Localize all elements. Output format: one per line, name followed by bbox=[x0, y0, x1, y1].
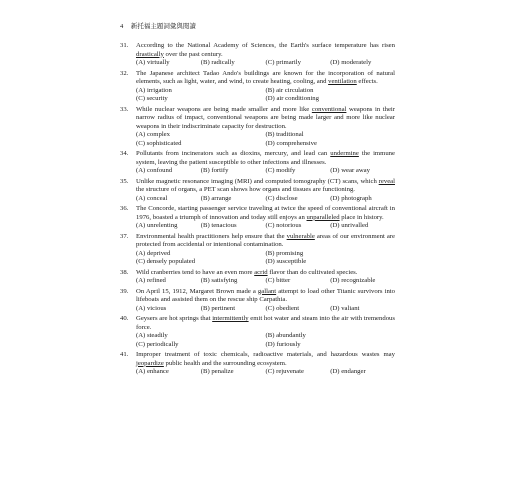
option-a: (A) conceal bbox=[136, 194, 168, 202]
question-stem: Geysers are hot springs that intermittently emit hot water and steam into the air with tremendous force. bbox=[136, 315, 395, 331]
option-b: (B) fortify bbox=[200, 167, 229, 174]
option-b: (B) air circulation bbox=[265, 86, 314, 94]
question-item bbox=[120, 269, 395, 286]
option-c: (C) rejuvenate bbox=[265, 368, 304, 375]
option-c: (C) sophisticated bbox=[136, 139, 182, 147]
option-a: (A) complex bbox=[136, 131, 170, 138]
target-word: intermittently bbox=[212, 315, 249, 322]
option-a: (A) vicious bbox=[136, 304, 167, 312]
answer-options bbox=[136, 332, 395, 349]
question-stem: Pollutants from incinerators such as dioxins, mercury, and lead can undermine the immune system, leaving the patient susceptible to other infections and illnesses. bbox=[136, 150, 395, 166]
option-c: (C) primarily bbox=[265, 59, 301, 66]
option-a: (A) unrelenting bbox=[136, 222, 178, 229]
option-d: (D) recognizable bbox=[330, 277, 376, 284]
question-number: 32. bbox=[120, 69, 129, 77]
answer-options bbox=[136, 368, 395, 377]
question-number: 33. bbox=[120, 105, 129, 113]
question-item bbox=[120, 288, 395, 314]
option-d: (D) endanger bbox=[330, 368, 366, 375]
question-item bbox=[120, 205, 395, 231]
option-b: (B) arrange bbox=[200, 194, 232, 202]
option-a: (A) steadily bbox=[136, 332, 168, 339]
question-number: 38. bbox=[120, 268, 129, 276]
answer-options bbox=[136, 59, 395, 68]
question-number: 34. bbox=[120, 150, 129, 157]
option-a: (A) deprived bbox=[136, 249, 171, 257]
answer-options bbox=[136, 195, 395, 204]
target-word: undermine bbox=[330, 150, 359, 157]
answer-options bbox=[136, 250, 395, 267]
option-b: (B) penalize bbox=[200, 368, 234, 375]
option-b: (B) abundantly bbox=[265, 332, 306, 339]
option-b: (B) traditional bbox=[265, 131, 304, 138]
option-d: (D) valiant bbox=[330, 304, 360, 312]
option-c: (C) disclose bbox=[265, 194, 298, 202]
option-b: (B) satisfying bbox=[200, 277, 238, 284]
question-list bbox=[120, 42, 395, 379]
question-item bbox=[120, 106, 395, 149]
option-b: (B) radically bbox=[200, 59, 235, 66]
book-title: 新托福主題詞彙與閱讀 bbox=[130, 23, 196, 30]
option-a: (A) virtually bbox=[136, 59, 170, 66]
question-stem: The Concorde, starting passenger service traveling at twice the speed of conventional aircraft in 1976, boasted a triumph of innovation and today still enjoys an unparalleled place in history. bbox=[136, 205, 395, 221]
page-header bbox=[120, 23, 196, 31]
target-word: ventilation bbox=[328, 78, 357, 85]
option-c: (C) bitter bbox=[265, 277, 291, 284]
answer-options bbox=[136, 87, 395, 104]
answer-options bbox=[136, 222, 395, 231]
option-c: (C) security bbox=[136, 95, 168, 102]
question-stem: According to the National Academy of Sciences, the Earth's surface temperature has risen drastically over the past century. bbox=[136, 42, 395, 58]
option-d: (D) unrivalled bbox=[330, 222, 369, 229]
question-stem: Unlike magnetic resonance imaging (MRI) and computed tomography (CT) scans, which reveal the structure of organs, a PET scan shows how organs and tissues are functioning. bbox=[136, 177, 395, 193]
option-d: (D) furiously bbox=[265, 340, 301, 348]
question-stem: While nuclear weapons are being made smaller and more like conventional weapons in their narrow radius of impact, conventional weapons are being made larger and more like nuclear weapons in their indiscriminate capacity for destruction. bbox=[136, 105, 396, 130]
question-stem: Wild cranberries tend to have an even more acrid flavor than do cultivated species. bbox=[136, 268, 358, 276]
option-b: (B) pertinent bbox=[200, 304, 236, 312]
option-d: (D) moderately bbox=[330, 59, 372, 66]
question-number: 39. bbox=[120, 287, 129, 295]
option-b: (B) promising bbox=[265, 249, 304, 257]
question-stem: The Japanese architect Tadao Ando's buildings are known for the incorporation of natural elements, such as light, water, and wind, to create heating, cooling, and ventilation effects. bbox=[136, 69, 395, 85]
question-item bbox=[120, 233, 395, 267]
target-word: drastically bbox=[136, 50, 164, 58]
question-item bbox=[120, 42, 395, 68]
option-c: (C) obedient bbox=[265, 304, 300, 312]
question-item bbox=[120, 351, 395, 377]
answer-options bbox=[136, 277, 395, 286]
target-word: gallant bbox=[257, 287, 277, 295]
question-number: 41. bbox=[120, 351, 129, 358]
option-c: (C) modify bbox=[265, 167, 296, 174]
target-word: conventional bbox=[311, 105, 347, 113]
option-d: (D) air conditioning bbox=[265, 95, 319, 102]
target-word: reveal bbox=[378, 177, 395, 185]
answer-options bbox=[136, 305, 395, 314]
answer-options bbox=[136, 131, 395, 148]
target-word: vulnerable bbox=[286, 232, 315, 240]
option-d: (D) comprehensive bbox=[265, 139, 317, 147]
target-word: acrid bbox=[254, 268, 268, 276]
question-number: 31. bbox=[120, 42, 129, 49]
question-item bbox=[120, 150, 395, 176]
option-d: (D) photograph bbox=[330, 194, 372, 202]
target-word: jeopardize bbox=[136, 359, 164, 367]
option-b: (B) tenacious bbox=[200, 222, 237, 229]
question-number: 40. bbox=[120, 315, 129, 322]
question-stem: Environmental health practitioners help ensure that the vulnerable areas of our environment are protected from accidental or intentional contamination. bbox=[136, 232, 395, 248]
option-a: (A) confound bbox=[136, 167, 173, 174]
target-word: unparalleled bbox=[306, 213, 340, 221]
option-a: (A) refined bbox=[136, 277, 166, 284]
option-d: (D) susceptible bbox=[265, 258, 307, 265]
question-number: 35. bbox=[120, 177, 129, 185]
question-item bbox=[120, 70, 395, 104]
option-a: (A) enhance bbox=[136, 368, 169, 375]
answer-options bbox=[136, 167, 395, 176]
question-number: 36. bbox=[120, 205, 129, 212]
question-number: 37. bbox=[120, 232, 129, 240]
option-c: (C) densely populated bbox=[136, 258, 196, 265]
option-d: (D) wear away bbox=[330, 167, 370, 174]
option-a: (A) irrigation bbox=[136, 86, 172, 94]
page-number: 4 bbox=[120, 23, 124, 30]
question-stem: On April 15, 1912, Margaret Brown made a gallant attempt to load other Titanic survivors into lifeboats and assisted them on the rescue ship Carpathia. bbox=[136, 287, 395, 303]
option-c: (C) notorious bbox=[265, 222, 302, 229]
question-item bbox=[120, 178, 395, 204]
question-item bbox=[120, 315, 395, 349]
option-c: (C) periodically bbox=[136, 340, 179, 348]
question-stem: Improper treatment of toxic chemicals, radioactive materials, and hazardous wastes may jeopardize public health and the surrounding ecosystem. bbox=[136, 351, 395, 367]
